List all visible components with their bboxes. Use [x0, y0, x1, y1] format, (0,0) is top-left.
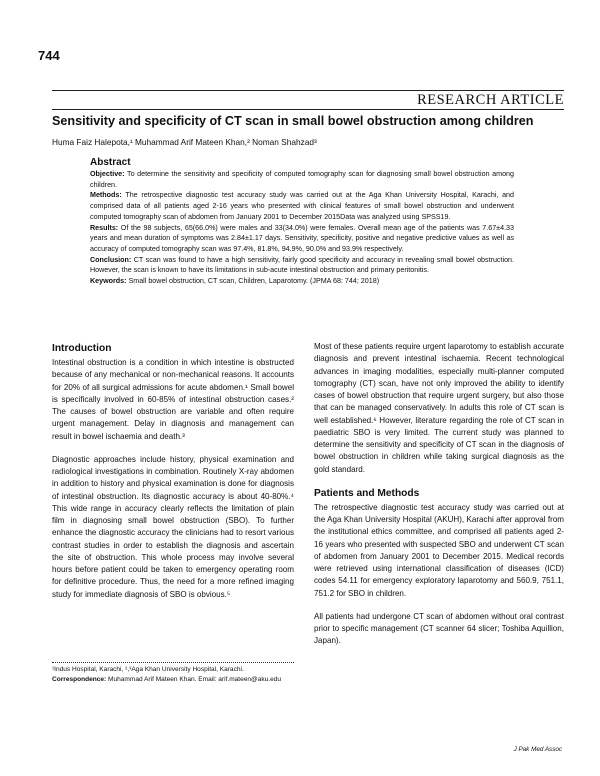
introduction-heading: Introduction — [52, 343, 112, 354]
right-column — [314, 341, 564, 648]
abstract-keywords — [90, 276, 514, 287]
conclusion-label: Conclusion: — [90, 255, 132, 264]
methods-heading: Patients and Methods — [314, 487, 420, 499]
article-type-banner: RESEARCH ARTICLE — [52, 90, 564, 110]
abstract-results — [90, 223, 514, 255]
abstract-methods — [90, 190, 514, 222]
methods-text: The retrospective diagnostic test accuracy study was carried out at the Aga Khan University Hospital, Karachi, and comprised data of all patients aged 2-16 years who presented with clinical features of small bowel obstruction and underwent computed tomography scan of abdomen from January 2001 to December 2015Data was analyzed using SPSS19. — [90, 191, 514, 221]
introduction-paragraph-1: Intestinal obstruction is a condition in which intestine is obstructed because of any mechanical or non-mechanical reasons. It accounts for 20% of all surgical admissions for acute abdomen.¹ Small bowel is specifically involved in 60-85% of intestinal obstruction cases.² The causes of bowel obstruction are variable and often require urgent management. Delay in diagnosis and management can result in bowel ischaemia and death.³ — [52, 358, 294, 441]
article-title: Sensitivity and specificity of CT scan in small bowel obstruction among children — [52, 114, 534, 128]
methods-paragraph-1: The retrospective diagnostic test accuracy study was carried out at the Aga Khan University Hospital (AKUH), Karachi after approval from the institutional ethics committee, and comprised all patients aged 2-16 years who presented with suspected SBO and underwent CT scan of abdomen from January 2001 to December 2015. Medical records were retrieved using international classification of diseases (ICD) codes 54.11 for emergency exploratory laparotomy and 560.9, 751.1, 751.2 for SBO in children. — [314, 502, 564, 598]
left-column — [52, 342, 294, 601]
author-list: Huma Faiz Halepota,¹ Muhammad Arif Mateen Khan,² Noman Shahzad³ — [52, 137, 317, 147]
correspondence-text: Muhammad Arif Mateen Khan. Email: arif.mateen@aku.edu — [106, 676, 281, 684]
results-label: Results: — [90, 223, 119, 232]
right-paragraph-1: Most of these patients require urgent laparotomy to establish accurate diagnosis and prevent intestinal ischaemia. Recent technological advances in imaging modalities, especially multi-planner computed tomography (CT) scan, have not only improved the ability to identify cases of bowel obstruction that require urgent surgery, but also those that can be managed conservatively. In adults this role of CT scan is well established.⁶ However, literature regarding the role of CT scan in paediatric SBO is very limited. The current study was planned to determine the sensitivity and specificity of CT scan in the diagnosis of bowel obstruction in children while taking surgical diagnosis as the gold standard. — [314, 342, 564, 474]
correspondence-label: Correspondence: — [52, 676, 107, 684]
results-text: Of the 98 subjects, 65(66.0%) were males and 33(34.0%) were females. Overall mean age of the patients was 7.67±4.33 years and mean duration of symptoms was 2.84±1.17 days. Sensitivity, specificity, positive and negative predictive values as well as accuracy of computed tomography scan was 97.4%, 81.8%, 94.9%, 90.0% and 93.9% respectively. — [90, 223, 514, 253]
abstract-section — [90, 157, 514, 287]
keywords-text: Small bowel obstruction, CT scan, Children, Laparotomy. (JPMA 68: 744; 2018) — [126, 277, 380, 286]
abstract-heading: Abstract — [90, 157, 131, 168]
methods-label: Methods: — [90, 191, 122, 200]
page-number: 744 — [38, 48, 60, 63]
abstract-objective — [90, 169, 514, 190]
abstract-conclusion — [90, 255, 514, 276]
introduction-paragraph-2: Diagnostic approaches include history, physical examination and radiological investigations in combination. Routinely X-ray abdomen in addition to history and physical examination is done for diagnosis of intestinal obstruction. Its diagnostic accuracy is about 40-80%.⁴ This wide range in accuracy clearly reflects the limitation of plain film in diagnosing small bowel obstruction (SBO). To further enhance the diagnostic accuracy the clinicians had to resort various contrast studies in order to establish the diagnosis and ascertain the site of obstruction. This whole process may involve several hours before patient could be taken to emergency operating room for definitive procedure. Thus, the need for a more refined imaging study for immediate diagnosis of SBO is obvious.⁵ — [52, 454, 294, 599]
journal-name: J Pak Med Assoc — [513, 746, 562, 753]
objective-label: Objective: — [90, 170, 125, 178]
correspondence-footnote — [52, 675, 294, 685]
conclusion-text: CT scan was found to have a high sensitivity, fairly good specificity and accuracy in revealing small bowel obstruction. However, the scan is known to have its limitations in sub-acute intestinal obstruction and primary peritonitis. — [90, 255, 514, 275]
methods-paragraph-2: All patients had undergone CT scan of abdomen without oral contrast prior to specific management (CT scanner 64 slicer; Toshiba Aquillion, Japan). — [314, 611, 564, 646]
footnote-separator — [52, 662, 294, 663]
footnotes — [52, 665, 294, 686]
affiliation-footnote: ¹Indus Hospital, Karachi, ²,³Aga Khan University Hospital, Karachi. — [52, 666, 244, 673]
objective-text: To determine the sensitivity and specificity of computed tomography scan for diagnosing small bowel obstruction among children. — [90, 170, 514, 189]
keywords-label: Keywords: — [90, 277, 127, 286]
